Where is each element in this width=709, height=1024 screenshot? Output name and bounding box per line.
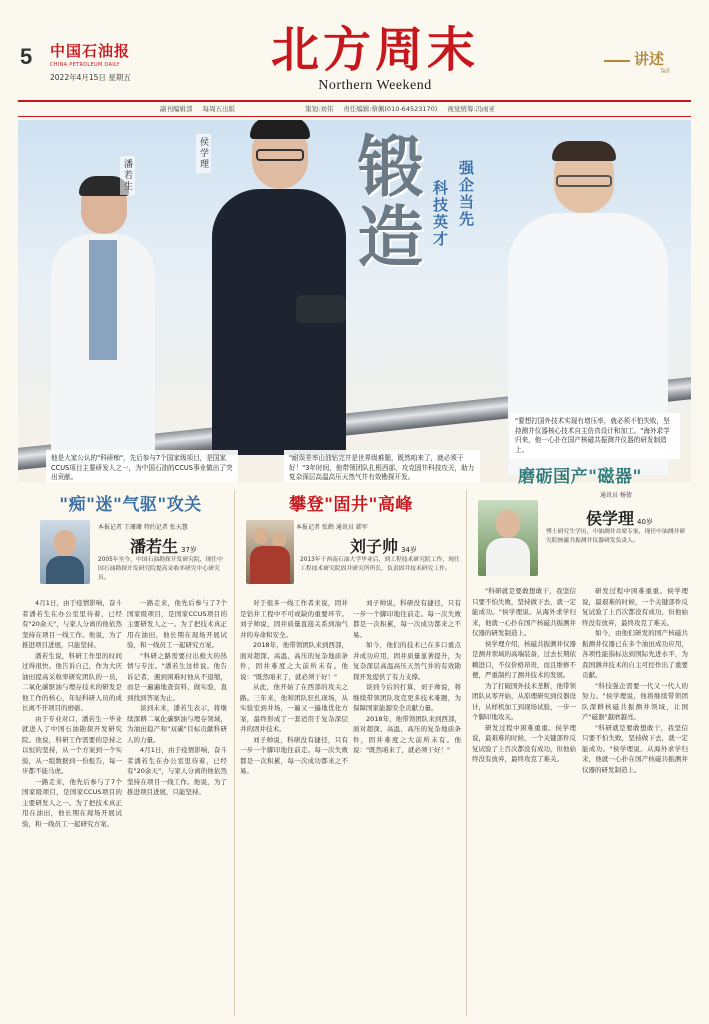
- sec1-title: [18, 490, 243, 515]
- sec2-name: 刘子帅: [350, 537, 399, 556]
- hero-name-left: 潘若生: [120, 156, 135, 195]
- paragraph: 2018年，他带领团队来到西部，面对超深、高温、高压的复杂地质条件，固井难度之大前所未有。他说："既然咱来了，就必须干好！": [353, 714, 461, 754]
- sec2-intro: 2013年于西南石油大学毕业后，到工程技术研究院工作，现任工程技术研究院固井研究所所长，负责固井技术研究工作。: [300, 557, 460, 572]
- hero-title: 锻造: [346, 132, 424, 272]
- paragraph: "科研就是要敢想敢干，我坚信只要不怕失败，坚持做下去，就一定能成功。"侯学理说。从海外求学归来，他就一心扑在国产核磁共振测井仪器的研发制造上。: [582, 723, 688, 774]
- person-middle: [208, 120, 348, 455]
- sec1-title-text: "痴"迷"气驱"攻关: [59, 495, 202, 515]
- divider: [466, 490, 467, 1016]
- sec2-photo: [246, 520, 294, 584]
- hero-subtitle-b: 强企当先: [457, 160, 475, 228]
- credits-bar: [160, 104, 680, 114]
- sec3-name: 侯学理: [586, 509, 635, 528]
- paragraph: "科技强企需要一代又一代人的努力。"侯学理说，他将继续带领团队深耕核磁共振测井领域，让国产"磁器"越磨越亮。: [582, 681, 688, 721]
- paragraph: 一路走来，他先后参与了7个国家级项目，是国家CCUS项目的主要研发人之一。为了把技术真正用在油田，他长期在现场开展试验，和一线员工一起研究方案。: [127, 599, 227, 649]
- paper-logo: [50, 40, 170, 83]
- credit-dept: 副刊编辑部: [160, 105, 193, 113]
- column-name-en: Tell: [660, 68, 670, 75]
- caption-left: 他是大家公认的"科研痴"，先后参与7个国家级项目，是国家CCUS项目主要研发人之一，为中国石油的CCUS事业做出了突出贡献。: [46, 450, 238, 482]
- paragraph: 2018年，他带领团队来到西部，面对超深、高温、高压的复杂地质条件，固井难度之大前所未有。他说："既然咱来了，就必须干好！": [240, 641, 348, 681]
- sec3-intro: 博士研究生学历，中油测井首席专家，现任中油测井研究院核磁共振测井仪器研发负责人。: [546, 529, 686, 544]
- sec3-photo: [478, 500, 538, 576]
- paper-name: 中国石油报: [50, 42, 131, 60]
- paragraph: 由于专业对口，潘若生一毕业就进入了中国石油勘探开发研究院。他说，科研工作需要的是持之以恒的坚持，从一个方案到一个实验，从一组数据到一份报告，每一步都不能马虎。: [22, 714, 122, 775]
- sec2-col-a: [240, 598, 348, 1014]
- paragraph: 如今，他们的技术已在多口重点井成功应用，固井质量显著提升，为复杂深层高温高压天然气井的有效勘探开发提供了有力支撑。: [353, 641, 461, 681]
- paper-name-en: CHINA PETROLEUM DAILY: [50, 62, 120, 68]
- ornament-icon: [604, 60, 630, 62]
- sec1-name-row: [130, 534, 197, 557]
- column-name: 讲述: [634, 50, 665, 68]
- credit-visual: 视觉统筹:冯雨亚: [447, 105, 496, 113]
- credit-editor: 责任编辑:蔡佩(010-64523170): [343, 105, 438, 113]
- sec3-col-b: [582, 586, 688, 1014]
- sec3-name-row: [586, 506, 653, 529]
- paragraph: 刘子帅说，科研没有捷径，只有一步一个脚印地往前走。每一次失败都是一次积累，每一次成功都来之不易。: [240, 735, 348, 775]
- paragraph: 刘子帅说，科研没有捷径，只有一步一个脚印地往前走。每一次失败都是一次积累，每一次成功都来之不易。: [353, 599, 461, 639]
- hero-photo: [18, 120, 691, 482]
- caption-middle: "耐误差率山油钻完井是世界级难题，既然咱来了，就必须干好！"3年时间，他带领团队扎根西部，攻克固井科技攻关，助力复杂深层高温高压天然气井有效勘探开发。: [284, 450, 480, 482]
- paragraph: 潘若生说，科研工作里的时间过得很快。他告诉自己，作为大庆油田提高采收率研究团队的一员，二氧化碳驱油与埋存技术的研发是他工作的核心，年轻科研人员的成长离不开项目的磨砺。: [22, 651, 122, 712]
- sec1-col-a: [22, 598, 122, 1014]
- paragraph: 一路走来，他先后参与了7个国家级项目，是国家CCUS项目的主要研发人之一。为了把技术真正用在油田，他长期在现场开展试验，和一线员工一起研究方案。: [22, 777, 122, 828]
- sec2-title-text: 攀登"固井"高峰: [289, 495, 413, 515]
- paragraph: 侯学理介绍，核磁共振测井仪器是测井领域的高端装备，过去长期依赖进口，不仅价格昂贵，而且维修不便，严重制约了测井技术的发展。: [472, 639, 576, 679]
- sec3-title-text: 磨砺国产"磁器": [518, 467, 642, 487]
- sec3-col-a: [472, 586, 576, 1014]
- credit-planner: 策划:刘伟: [305, 105, 334, 113]
- paragraph: 为了打破国外技术垄断，他带领团队从零开始，从原理研究到仪器设计，从样机加工到现场试验，一步一个脚印地攻关。: [472, 681, 576, 721]
- sec1-name: 潘若生: [130, 537, 179, 556]
- sec3-age: 40岁: [637, 518, 653, 526]
- sec2-age: 34岁: [401, 546, 417, 554]
- paragraph: 对于很多一线工作者来说，固井是钻井工程中不可或缺的重要环节。刘子帅说，固井质量直接关系到油气井的寿命和安全。: [240, 599, 348, 639]
- credit-freq: 每周五出版: [202, 105, 235, 113]
- paragraph: 从此，他开始了在西部的攻关之路。三年来，他和团队驻扎现场，从实验室到井场，一遍又一遍地优化方案，最终形成了一套适用于复杂深层井的固井技术。: [240, 683, 348, 733]
- caption-top-right: "要想打国外技术实现有增压率，就必须不怕失败，坚持测井仪器核心技术自主仿真设计和加工。"海外求学归来，他一心扑在国产核磁共振测井仪器的研发制造上。: [510, 413, 680, 459]
- page-number: 5: [20, 44, 33, 69]
- sec1-photo: [40, 520, 90, 584]
- sec1-byline: 本报记者 王珊珊 特约记者 张天慧: [98, 524, 188, 531]
- sec3-title: [472, 462, 688, 487]
- paragraph: 谈到今后的打算，刘子帅说，将继续带领团队攻克更多技术难题，为保障国家能源安全贡献力量。: [353, 683, 461, 712]
- paragraph: 4月1日，由于疫情影响，奋斗者潘若生在办公室里待着，已经有"20余天"，与家人分离的他依然坚持在项目一线工作。他说，为了推进项目进展，只能坚持。: [127, 746, 227, 796]
- paragraph: 研发过程中困难重重。侯学理说，最艰难的时候，一个关键部件反复试验了上百次都没有成功，但他始终没有放弃，最终攻克了难关。: [582, 587, 688, 627]
- hero-subtitle-a: 科技英才: [431, 180, 449, 248]
- divider: [234, 490, 235, 1016]
- sec2-col-b: [353, 598, 461, 1014]
- sec1-col-b: [127, 598, 227, 1014]
- sec2-name-row: [350, 534, 417, 557]
- person-left: [43, 180, 163, 480]
- paragraph: 如今，由他们研发的国产核磁共振测井仪器已在多个油田成功应用，各项性能指标达到国际先进水平，为我国测井技术的自主可控作出了重要贡献。: [582, 629, 688, 679]
- sec2-byline: 本报记者 张鹤 通讯员 韩军: [296, 524, 368, 531]
- paragraph: 研发过程中困难重重。侯学理说，最艰难的时候，一个关键部件反复试验了上百次都没有成功，但他始终没有放弃，最终攻克了难关。: [472, 723, 576, 763]
- supplement-title: 北方周末: [270, 22, 479, 78]
- paragraph: "科研就是要敢想敢干，我坚信只要不怕失败，坚持做下去，就一定能成功。"侯学理说。从海外求学归来，他就一心扑在国产核磁共振测井仪器的研发制造上。: [472, 587, 576, 637]
- column-badge: [582, 48, 692, 82]
- hero-name-middle: 侯学理: [196, 134, 211, 173]
- paragraph: 4月1日，由于疫情影响，奋斗者潘若生在办公室里待着，已经有"20余天"，与家人分离的他依然坚持在项目一线工作。他说，为了推进项目进展，只能坚持。: [22, 599, 122, 649]
- sec1-age: 37岁: [181, 546, 197, 554]
- issue-date: 2022年4月15日 星期五: [50, 73, 131, 82]
- paragraph: "科研之路需要付出极大的热情与专注。"潘若生这样说。他告诉记者，遇到困难时他从不退缩，而是一遍遍地查资料、做实验，直到找到答案为止。: [127, 651, 227, 702]
- paragraph: 谈到未来，潘若生表示，将继续深耕二氧化碳驱油与埋存领域，为油田稳产和"双碳"目标贡献科研人的力量。: [127, 704, 227, 744]
- sec2-title: [240, 490, 462, 515]
- supplement-title-en: Northern Weekend: [318, 78, 432, 93]
- sec3-byline: 通讯员 杨倩: [600, 492, 632, 499]
- sec1-intro: 2005年至今，中国石油勘探开发研究院，现任中国石油勘探开发研究院提高采收率研究中心研究员。: [98, 557, 223, 581]
